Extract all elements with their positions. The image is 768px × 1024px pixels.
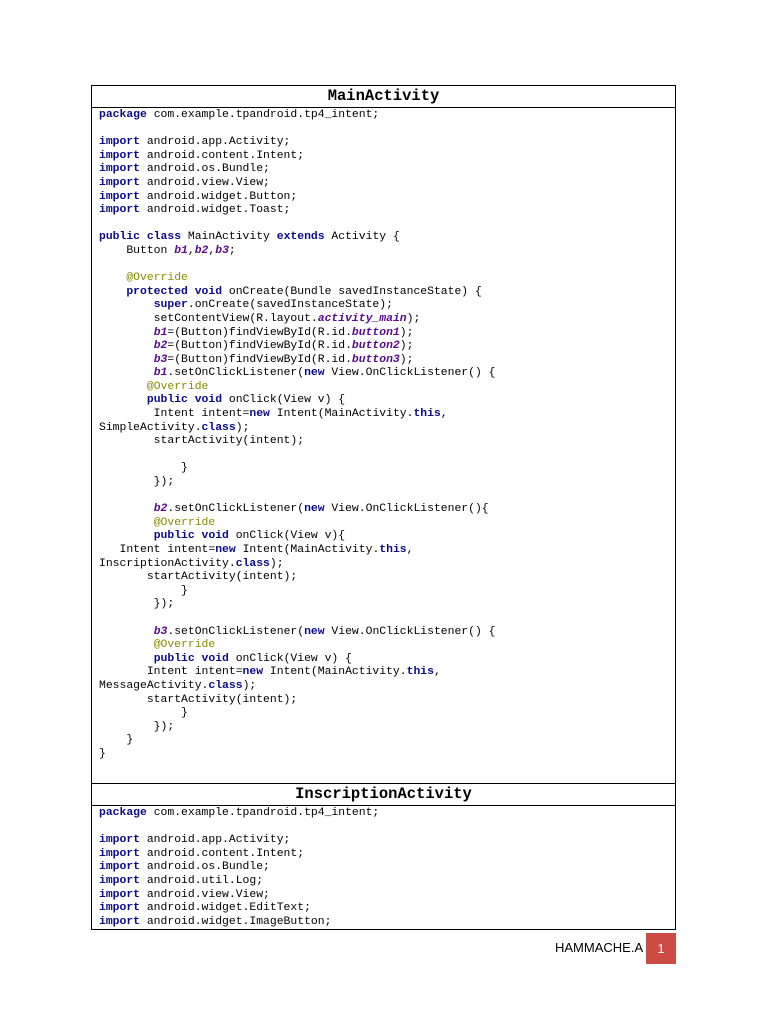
- code-field: b3: [153, 353, 168, 366]
- code-keyword: class: [201, 421, 236, 434]
- code-keyword: super: [153, 299, 188, 312]
- code-text: =(Button)findViewById(R.id.: [167, 340, 352, 353]
- code-text: android.widget.EditText;: [140, 902, 311, 915]
- code-line: [99, 313, 675, 327]
- code-text: onClick(View v){: [228, 530, 346, 543]
- code-text: [99, 517, 154, 529]
- code-line: [99, 408, 675, 422]
- code-text: );: [242, 679, 257, 692]
- code-keyword: import: [99, 888, 141, 901]
- code-keyword: new: [215, 544, 236, 556]
- code-keyword: new: [249, 408, 270, 421]
- code-line: [99, 422, 675, 436]
- main-activity-box: [91, 85, 676, 784]
- code-text: Button: [99, 244, 175, 257]
- code-text: ,: [406, 544, 414, 556]
- code-text: [99, 503, 154, 515]
- code-line: [99, 299, 675, 313]
- code-text: [99, 272, 126, 284]
- code-line: [99, 544, 675, 558]
- code-line: [99, 136, 675, 150]
- code-field: b1: [153, 326, 168, 339]
- code-keyword: public void: [153, 652, 229, 665]
- code-line: [99, 585, 675, 599]
- code-line: [99, 653, 675, 667]
- code-line: [99, 834, 675, 848]
- code-line: [99, 163, 675, 177]
- code-line: [99, 694, 675, 708]
- code-field: button1: [351, 326, 400, 339]
- code-text: ,: [433, 666, 441, 679]
- code-text: startActivity(intent);: [99, 435, 305, 448]
- code-text: Intent intent=: [99, 544, 216, 556]
- code-annotation: @Override: [126, 272, 188, 285]
- code-keyword: import: [99, 902, 141, 915]
- code-annotation: @Override: [146, 380, 209, 393]
- code-text: Intent(MainActivity.: [263, 666, 407, 679]
- code-line: [99, 476, 675, 490]
- code-line: [99, 449, 675, 463]
- main-activity-title: MainActivity: [92, 86, 675, 108]
- code-line: [99, 503, 675, 517]
- code-text: MessageActivity.: [99, 679, 209, 692]
- code-field: b3: [215, 244, 229, 257]
- code-text: ,: [208, 244, 216, 257]
- code-line: [99, 821, 675, 835]
- main-activity-code: [92, 108, 675, 762]
- code-keyword: import: [99, 204, 141, 217]
- code-keyword: import: [99, 190, 141, 203]
- code-keyword: import: [99, 874, 141, 887]
- code-text: ;: [228, 244, 236, 257]
- code-keyword: this: [413, 408, 441, 421]
- code-text: );: [399, 326, 414, 339]
- code-line: [99, 381, 675, 395]
- code-text: [99, 381, 147, 393]
- code-text: android.widget.ImageButton;: [140, 915, 332, 928]
- code-text: [99, 286, 126, 298]
- code-line: [99, 571, 675, 585]
- code-text: ,: [187, 244, 195, 257]
- code-text: android.view.View;: [140, 176, 270, 189]
- code-text: View.OnClickListener(){: [324, 503, 489, 516]
- code-text: .setOnClickListener(: [167, 625, 305, 638]
- code-text: [99, 639, 154, 651]
- code-text: View.OnClickListener() {: [324, 367, 496, 380]
- code-line: [99, 707, 675, 721]
- code-keyword: import: [99, 163, 141, 176]
- code-line: [99, 204, 675, 218]
- code-keyword: import: [99, 915, 141, 928]
- code-text: });: [99, 598, 175, 611]
- code-text: }: [99, 734, 134, 747]
- code-text: }: [99, 462, 188, 475]
- code-text: }: [99, 584, 188, 597]
- code-text: setContentView(R.layout.: [99, 312, 318, 325]
- inscription-activity-title: InscriptionActivity: [92, 784, 675, 806]
- code-text: startActivity(intent);: [99, 693, 298, 706]
- code-line: [99, 639, 675, 653]
- code-line: [99, 490, 675, 504]
- code-text: [99, 340, 154, 352]
- code-text: });: [99, 476, 175, 489]
- code-field: button3: [351, 353, 400, 366]
- code-field: button2: [351, 340, 400, 353]
- code-keyword: protected void: [126, 285, 223, 298]
- code-line: [99, 666, 675, 680]
- code-line: [99, 191, 675, 205]
- code-text: android.widget.Button;: [140, 190, 298, 203]
- code-line: [99, 259, 675, 273]
- code-text: android.content.Intent;: [140, 149, 305, 162]
- code-text: onCreate(Bundle savedInstanceState) {: [222, 285, 482, 298]
- code-line: [99, 807, 675, 821]
- code-line: [99, 109, 675, 123]
- code-text: android.content.Intent;: [140, 847, 305, 860]
- code-line: [99, 916, 675, 930]
- code-line: [99, 875, 675, 889]
- code-keyword: new: [304, 625, 325, 638]
- code-field: b1: [153, 367, 168, 380]
- code-field: b2: [153, 503, 168, 516]
- code-text: );: [399, 353, 414, 366]
- code-field: activity_main: [317, 312, 407, 325]
- code-keyword: public void: [146, 394, 223, 407]
- code-text: .onCreate(savedInstanceState);: [187, 299, 393, 312]
- code-text: );: [406, 312, 421, 325]
- code-line: [99, 394, 675, 408]
- code-text: =(Button)findViewById(R.id.: [167, 353, 352, 366]
- code-line: [99, 435, 675, 449]
- code-line: [99, 354, 675, 368]
- code-field: b2: [153, 340, 168, 353]
- code-keyword: import: [99, 149, 141, 162]
- code-text: );: [235, 421, 250, 434]
- code-text: onClick(View v) {: [228, 652, 352, 665]
- code-text: [99, 367, 154, 379]
- code-line: [99, 626, 675, 640]
- footer-author: HAMMACHE.A: [555, 940, 644, 955]
- code-text: com.example.tpandroid.tp4_intent;: [146, 109, 380, 121]
- code-text: Intent intent=: [99, 666, 243, 679]
- code-field: b2: [194, 244, 209, 257]
- code-line: [99, 231, 675, 245]
- code-keyword: this: [406, 666, 434, 679]
- code-text: SimpleActivity.: [99, 421, 202, 434]
- code-text: }: [99, 747, 106, 760]
- inscription-activity-code: [92, 806, 675, 929]
- code-keyword: new: [304, 367, 325, 380]
- inscription-activity-box: [91, 784, 676, 930]
- code-text: [99, 354, 154, 366]
- code-text: View.OnClickListener() {: [324, 625, 496, 638]
- code-text: .setOnClickListener(: [167, 503, 305, 516]
- code-keyword: package: [99, 807, 147, 819]
- code-line: [99, 177, 675, 191]
- code-text: =(Button)findViewById(R.id.: [167, 326, 352, 339]
- code-text: MainActivity: [181, 231, 277, 244]
- code-line: [99, 462, 675, 476]
- code-text: Intent(MainActivity.: [269, 408, 414, 421]
- code-keyword: extends: [276, 231, 325, 244]
- code-line: [99, 889, 675, 903]
- code-line: [99, 218, 675, 232]
- code-text: InscriptionActivity.: [99, 557, 236, 570]
- code-text: android.os.Bundle;: [140, 861, 270, 874]
- code-text: android.util.Log;: [140, 874, 264, 887]
- code-text: [99, 327, 154, 339]
- code-keyword: public void: [153, 530, 229, 543]
- code-text: android.widget.Toast;: [140, 204, 291, 217]
- code-keyword: class: [235, 557, 270, 570]
- code-line: [99, 245, 675, 259]
- code-text: [99, 299, 154, 311]
- code-line: [99, 612, 675, 626]
- code-keyword: import: [99, 834, 141, 847]
- code-keyword: import: [99, 861, 141, 874]
- code-field: b1: [174, 244, 188, 257]
- code-line: [99, 680, 675, 694]
- code-line: [99, 327, 675, 341]
- code-line: [99, 734, 675, 748]
- code-text: Intent(MainActivity.: [235, 544, 380, 556]
- code-line: [99, 340, 675, 354]
- code-keyword: public class: [99, 231, 182, 244]
- code-line: [99, 748, 675, 762]
- code-keyword: import: [99, 847, 141, 860]
- code-line: [99, 272, 675, 286]
- code-annotation: @Override: [153, 516, 216, 529]
- code-text: android.view.View;: [140, 888, 270, 901]
- code-keyword: package: [99, 109, 147, 121]
- code-keyword: new: [304, 503, 325, 516]
- code-keyword: new: [242, 666, 264, 679]
- code-line: [99, 150, 675, 164]
- code-text: [99, 626, 154, 638]
- code-line: [99, 861, 675, 875]
- page-number-badge: 1: [646, 933, 676, 964]
- code-text: ,: [440, 408, 448, 421]
- code-line: [99, 123, 675, 137]
- code-text: android.os.Bundle;: [140, 163, 270, 176]
- code-line: [99, 286, 675, 300]
- code-line: [99, 848, 675, 862]
- code-text: android.app.Activity;: [140, 136, 291, 149]
- code-text: );: [399, 340, 414, 353]
- code-line: [99, 530, 675, 544]
- code-text: );: [269, 557, 284, 570]
- code-keyword: class: [208, 679, 243, 692]
- code-text: });: [99, 720, 175, 733]
- code-text: com.example.tpandroid.tp4_intent;: [146, 807, 380, 819]
- code-text: [99, 394, 147, 406]
- code-text: [99, 530, 154, 542]
- code-annotation: @Override: [153, 639, 216, 652]
- code-line: [99, 517, 675, 531]
- code-line: [99, 558, 675, 572]
- code-text: [99, 653, 154, 665]
- code-line: [99, 367, 675, 381]
- code-text: Activity {: [324, 231, 400, 244]
- code-text: Intent intent=: [99, 408, 250, 421]
- code-text: .setOnClickListener(: [167, 367, 305, 380]
- code-line: [99, 721, 675, 735]
- code-text: onClick(View v) {: [222, 394, 346, 407]
- code-keyword: this: [379, 544, 407, 556]
- code-line: [99, 902, 675, 916]
- code-field: b3: [153, 625, 168, 638]
- code-text: }: [99, 707, 188, 720]
- code-keyword: import: [99, 176, 141, 189]
- code-text: android.app.Activity;: [140, 834, 291, 847]
- code-text: startActivity(intent);: [99, 571, 298, 584]
- code-line: [99, 598, 675, 612]
- code-keyword: import: [99, 136, 141, 149]
